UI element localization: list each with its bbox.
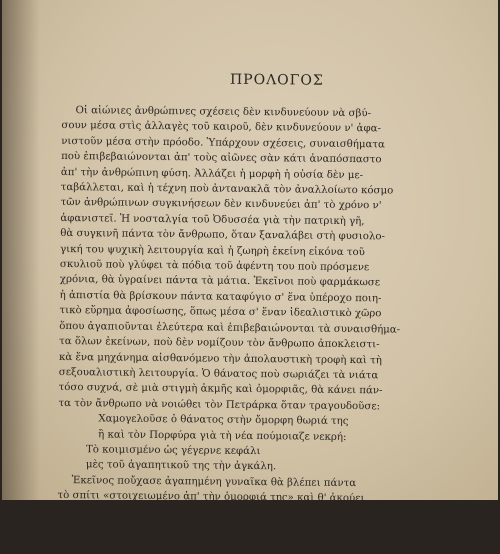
text-line: Οἱ αἰώνιες ἀνθρώπινες σχέσεις δὲν κινδυνεύουν νὰ σβύ- bbox=[75, 105, 372, 120]
text-line: τα τὸν ἄνθρωπο νὰ νοιώθει τὸν Πετράρκα ὅταν τραγουδοῦσε: bbox=[58, 397, 381, 413]
text-line: τῶν ἀνθρώπινων συγκινήσεων δὲν κινδυνεύει ἀπ' τὸ χρόνο ν' bbox=[60, 197, 382, 212]
page-text bbox=[57, 70, 472, 554]
paragraph-2 bbox=[57, 473, 468, 554]
verse-quote-2 bbox=[58, 442, 468, 477]
page-title: ΠΡΟΛΟΓΟΣ bbox=[229, 71, 324, 89]
text-line: ἀπ' τὴν ἀνθρώπινη φύση. Ἀλλάζει ἡ μορφὴ ἡ οὐσία δὲν με- bbox=[60, 166, 364, 181]
text-line: κὰ ἕνα μηχάνημα αἰσθανόμενο τὴν ἀπολαυστικὴ τροφὴ καὶ τὴ bbox=[58, 351, 382, 366]
text-line: ἢ καὶ τὸν Πορφύρα γιὰ τὴ νέα πούμοιαζε νεκρή: bbox=[98, 428, 347, 443]
text-line: γική του ψυχικὴ λειτουργία καὶ ἡ ζωηρὴ ἐκείνη εἰκόνα τοῦ bbox=[60, 243, 365, 258]
text-line: Οἱ προηγούμενες γραμμὲς προσφιζόντουσαν γιὰ μιὰ σει- bbox=[57, 520, 352, 536]
page-gutter-shadow bbox=[2, 0, 40, 500]
text-line: τικὸ εὕρημα ἀφοσίωσης, ὅπως μέσα σ' ἕναν ἰδεαλιστικὸ χῶρο bbox=[59, 305, 382, 320]
text-line: ταβάλλεται, καὶ ἡ τέχνη ποὺ ἀντανακλᾶ τὸν ἀναλλοίωτο κόσμο bbox=[60, 182, 394, 197]
text-line: σκυλιοῦ ποὺ γλύφει τὰ πόδια τοῦ ἀφέντη του ποὺ πρόσμενε bbox=[59, 259, 370, 274]
text-line: ἡ ἀπιστία θὰ βρίσκουν πάντα καταφύγιο σ' ἕνα ὑπέροχο ποιη- bbox=[59, 289, 382, 305]
text-line: ὅπου ἀγαπιοῦνται ἐλεύτερα καὶ ἐπιβεβαιώνονται τὰ συναισθήμα- bbox=[59, 320, 401, 336]
text-line: ἀφανιστεῖ. Ἡ νοσταλγία τοῦ Ὀδυσσέα γιὰ τὴν πατρικὴ γῆ, bbox=[60, 212, 365, 228]
text-line: θὰ συγκινῆ πάντα τὸν ἄνθρωπο, ὅταν ξαναλάβει στὴ φυσιολο- bbox=[60, 228, 385, 243]
text-line: τὰ δάκρυα τῶν πραγμάτων «ποὺ ἀγάπησε τὰ χέρια της». bbox=[57, 505, 352, 520]
text-line: σεξουαλιστικὴ λειτουργία. Ὁ θάνατος ποὺ σωριάζει τὰ νιάτα bbox=[58, 366, 379, 382]
text-line: νιστοῦν μέσα στὴν πρόοδο. Ὑπάρχουν σχέσεις, συναισθήματα bbox=[61, 135, 386, 151]
text-line: τὸ σπίτι «στοιχειωμένο ἀπ' τὴν ὀμορφιά της» καὶ θ' ἀκούει bbox=[57, 490, 365, 505]
verse-quote-1 bbox=[58, 411, 468, 446]
paragraph-1 bbox=[58, 103, 471, 415]
text-line: μὲς τοῦ ἀγαπητικοῦ της τὴν ἀγκάλη. bbox=[85, 459, 277, 473]
text-line: Ἐκεῖνος ποὔχασε ἀγαπημένη γυναῖκα θὰ βλέπει πάντα bbox=[71, 474, 357, 489]
text-line: ρὰ σημειωμάτων γύρω ἀπ' τὴν ποίηση. Μὰ καθὼς ἡ θύμησή bbox=[57, 536, 366, 551]
text-line: τα ὅλων ἐκείνων, ποὺ δὲν νομίζουν τὸν ἄνθρωπο ἀποκλειστι- bbox=[59, 336, 380, 351]
book-page bbox=[2, 0, 498, 551]
text-line: ποὺ ἐπιβεβαιώνονται ἀπ' τοὺς αἰῶνες σὰν κάτι ἀναπόσπαστο bbox=[61, 151, 382, 166]
text-line: τόσο συχνά, σὲ μιὰ στιγμὴ ἀκμῆς καὶ ὀμορφιᾶς, θὰ κάνει πάν- bbox=[58, 382, 383, 397]
text-line: Χαμογελοῦσε ὁ θάνατος στὴν ὄμορφη θωριά της bbox=[98, 413, 349, 428]
text-line: χρόνια, θὰ ὑγραίνει πάντα τὰ μάτια. Ἐκεῖνοι ποὺ φαρμάκωσε bbox=[59, 274, 381, 289]
text-line: Τὸ κοιμισμένο ὡς γέγερνε κεφάλι bbox=[85, 444, 261, 458]
text-line: σουν μέσα στὶς ἀλλαγὲς τοῦ καιροῦ, δὲν κινδυνεύουν ν' ἀφα- bbox=[61, 120, 381, 135]
